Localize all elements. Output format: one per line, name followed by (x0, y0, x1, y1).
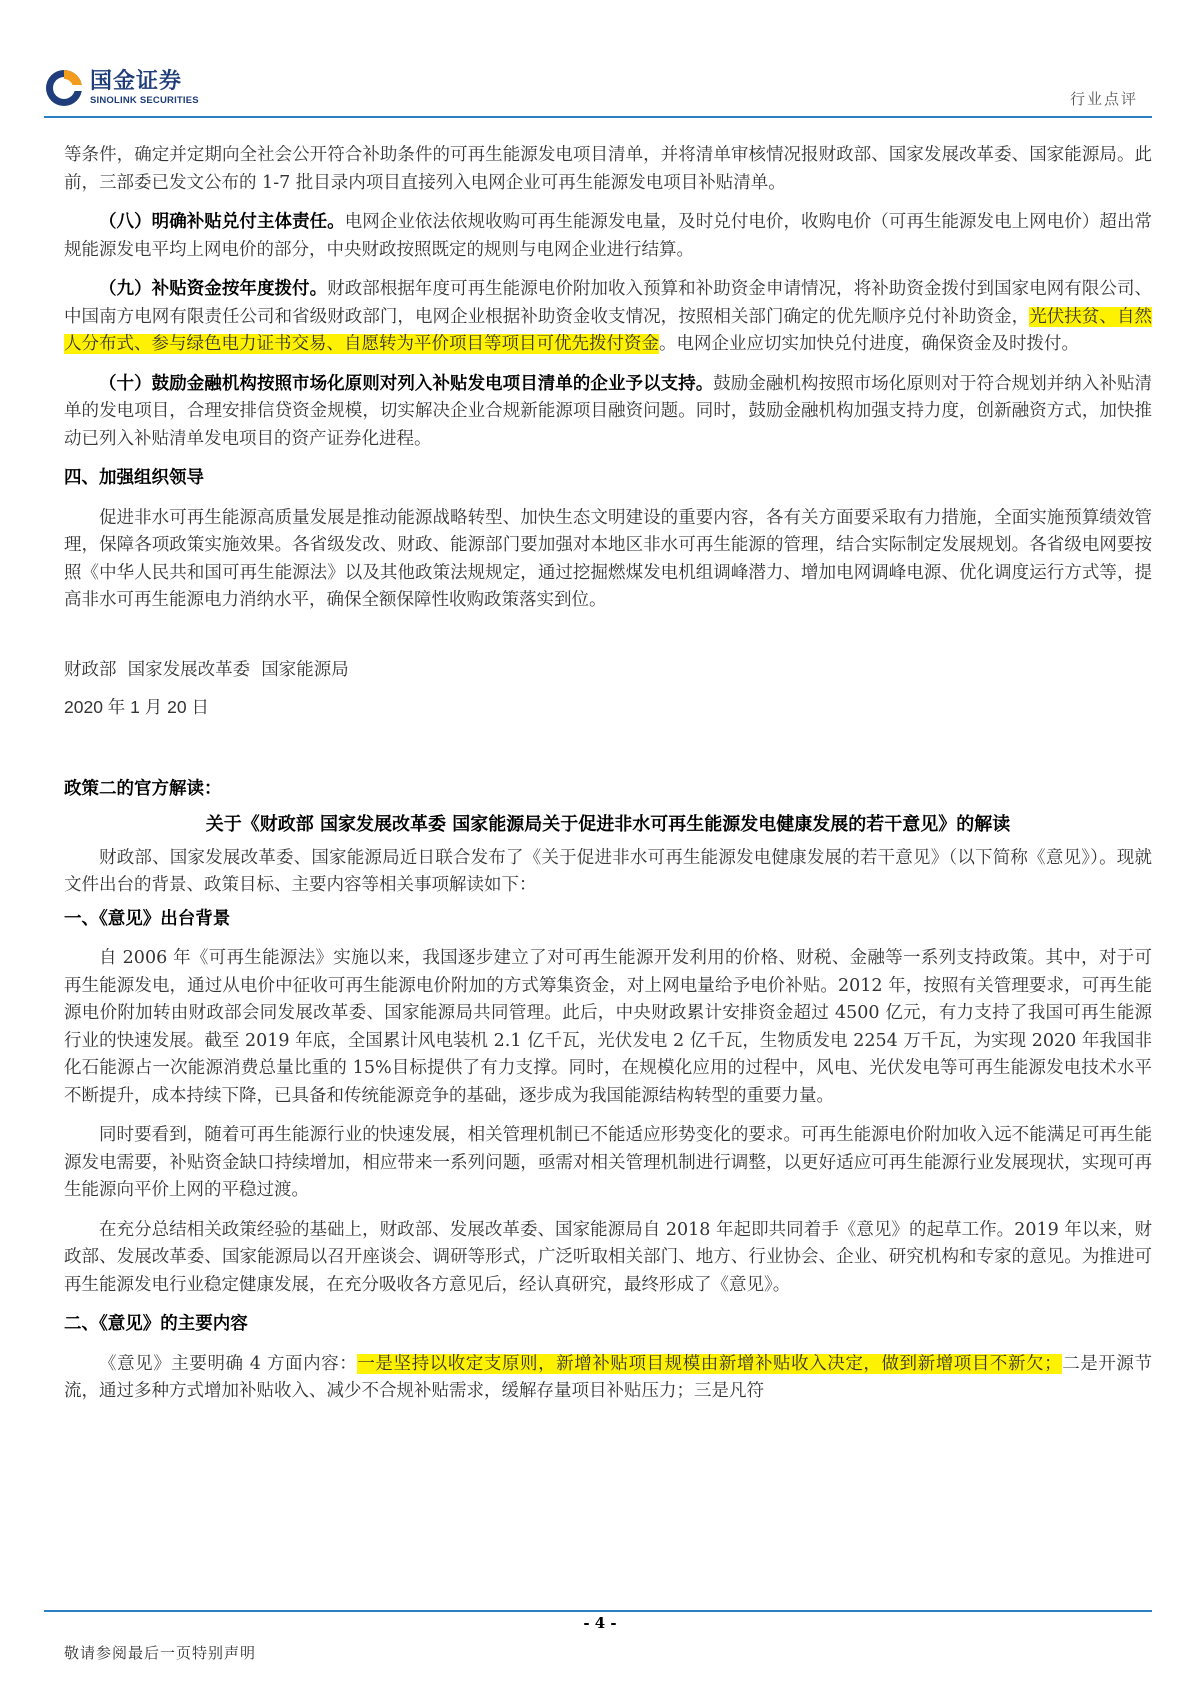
main-content-highlight: 一是坚持以收定支原则，新增补贴项目规模由新增补贴收入决定，做到新增项目不新欠； (357, 1353, 1062, 1374)
paragraph-text: 促进非水可再生能源高质量发展是推动能源战略转型、加快生态文明建设的重要内容，各有关方面要采取有力措施，全面实施预算绩效管理，保障各项政策实施效果。各省级发改、财政、能源部门要加强对本地区非水可再生能源的管理，结合实际制定发展规划。各省级电网要按照《中华人民共和国可再生能源法》以及其他政策法规规定，通过挖掘燃煤发电机组调峰潜力、增加电网调峰电源、优化调度运行方式等，提高非水可再生能源电力消纳水平，确保全额保障性收购政策落实到位。 (64, 507, 1152, 610)
section-4-title: 四、加强组织领导 (64, 468, 204, 488)
item-10-text: 鼓励金融机构按照市场化原则对于符合规划并纳入补贴清单的发电项目，合理安排信贷资金规模，切实解决企业合规新能源项目融资问题。同时，鼓励金融机构加强支持力度，创新融资方式，加快推动已列入补贴清单发电项目的资产证券化进程。 (64, 373, 1152, 449)
document-body (64, 142, 1152, 1418)
item-10-heading: （十）鼓励金融机构按照市场化原则对列入补贴发电项目清单的企业予以支持。 (99, 373, 714, 394)
paragraph-drafting (64, 1217, 1152, 1300)
disclaimer-note: 敬请参阅最后一页特别声明 (64, 1644, 257, 1662)
paragraph-interp-intro (64, 845, 1152, 900)
interpretation-title: 关于《财政部 国家发展改革委 国家能源局关于促进非水可再生能源发电健康发展的若干意见》的解读 (205, 814, 1011, 835)
paragraph-item-8 (64, 209, 1152, 264)
section-1-title: 一、《意见》出台背景 (64, 908, 231, 929)
item-9-text: 财政部根据年度可再生能源电价附加收入预算和补助资金申请情况，将补助资金拨付到国家电网有限公司、中国南方电网有限责任公司和省级财政部门，电网企业根据补助资金收支情况，按照相关部门确定的优先顺序兑付补助资金， (64, 279, 1153, 327)
main-content-text-end: 二是开源节流，通过多种方式增加补贴收入、减少不合规补贴需求，缓解存量项目补贴压力；三是凡符 (64, 1353, 1153, 1401)
logo-english-name: SINOLINK SECURITIES (90, 94, 199, 106)
page-header (44, 64, 1152, 116)
logo-chinese-name: 国金证券 (90, 68, 183, 94)
issue-date: 2020 年 1 月 20 日 (64, 697, 209, 717)
policy-2-title: 政策二的官方解读： (64, 778, 222, 799)
item-8-text: 电网企业依法依规收购可再生能源发电量，及时兑付电价，收购电价（可再生能源发电上网电价）超出常规能源发电平均上网电价的部分，中央财政按照既定的规则与电网企业进行结算。 (64, 212, 1153, 260)
paragraph-background (64, 945, 1152, 1110)
item-9-text-end: 。电网企业应切实加快兑付进度，确保资金及时拨付。 (659, 334, 1079, 354)
main-content-text: 《意见》主要明确 4 方面内容： (99, 1353, 358, 1374)
paragraph-text: 同时要看到，随着可再生能源行业的快速发展，相关管理机制已不能适应形势变化的要求。可再生能源电价附加收入远不能满足可再生能源发电需要，补贴资金缺口持续增加，相应带来一系列问题，亟需对相关管理机制进行调整，以更好适应可再生能源行业发展现状，实现可再生能源向平价上网的平稳过渡。 (64, 1125, 1152, 1200)
paragraph-text: 财政部、国家发展改革委、国家能源局近日联合发布了《关于促进非水可再生能源发电健康发展的若干意见》（以下简称《意见》）。现就文件出台的背景、政策目标、主要内容等相关事项解读如下： (64, 847, 1152, 895)
section-2-title: 二、《意见》的主要内容 (64, 1314, 248, 1334)
signers: 财政部 国家发展改革委 国家能源局 (64, 659, 349, 680)
company-logo (44, 68, 199, 108)
header-divider (44, 116, 1152, 118)
sinolink-logo-icon (44, 68, 84, 108)
item-9-highlight: 光伏扶贫、自然人分布式、参与绿色电力证书交易、自愿转为平价项目等项目可优先拨付资金 (64, 306, 1152, 354)
paragraph-item-9 (64, 276, 1152, 359)
paragraph-text: 等条件，确定并定期向全社会公开符合补助条件的可再生能源发电项目清单，并将清单审核情况报财政部、国家发展改革委、国家能源局。此前，三部委已发文公布的 1-7 批目录内项目直接列入电网企业可再生能源发电项目补贴清单。 (64, 145, 1152, 193)
item-9-heading: （九）补贴资金按年度拨付。 (99, 279, 328, 299)
item-8-heading: （八）明确补贴兑付主体责任。 (99, 212, 345, 232)
paragraph-item-10 (64, 371, 1152, 454)
paragraph-text: 自 2006 年《可再生能源法》实施以来，我国逐步建立了对可再生能源开发利用的价格、财税、金融等一系列支持政策。其中，对于可再生能源发电，通过从电价中征收可再生能源电价附加的方式筹集资金，对上网电量给予电价补贴。2012 年，按照有关管理要求，可再生能源电价附加转由财政部会同发展改革委、国家能源局共同管理。此后，中央财政累计安排资金超过 4500 亿元，有力支持了我国可再生能源行业的快速发展。截至 2019 年底，全国累计风电装机 2.1 亿千瓦，光伏发电 2 亿千瓦，生物质发电 2254 万千瓦，为实现 2020 年我国非化石能源占一次能源消费总量比重的 15%目标提供了有力支撑。同时，在规模化应用的过程中，风电、光伏发电等可再生能源发电技术水平不断提升，成本持续下降，已具备和传统能源竞争的基础，逐步成为我国能源结构转型的重要力量。 (64, 948, 1152, 1106)
paragraph-text: 在充分总结相关政策经验的基础上，财政部、发展改革委、国家能源局自 2018 年起即共同着手《意见》的起草工作。2019 年以来，财政部、发展改革委、国家能源局以召开座谈会、调研等形式，广泛听取相关部门、地方、行业协会、企业、研究机构和专家的意见。为推进可再生能源发电行业稳定健康发展，在充分吸收各方意见后，经认真研究，最终形成了《意见》。 (64, 1219, 1152, 1295)
report-type-tag: 行业点评 (1069, 90, 1138, 108)
paragraph-p1 (64, 142, 1152, 197)
paragraph-section-4 (64, 505, 1152, 615)
footer-divider (44, 1610, 1152, 1612)
page-number: - 4 - (583, 1614, 617, 1632)
paragraph-issues (64, 1122, 1152, 1205)
paragraph-main-content (64, 1351, 1152, 1406)
